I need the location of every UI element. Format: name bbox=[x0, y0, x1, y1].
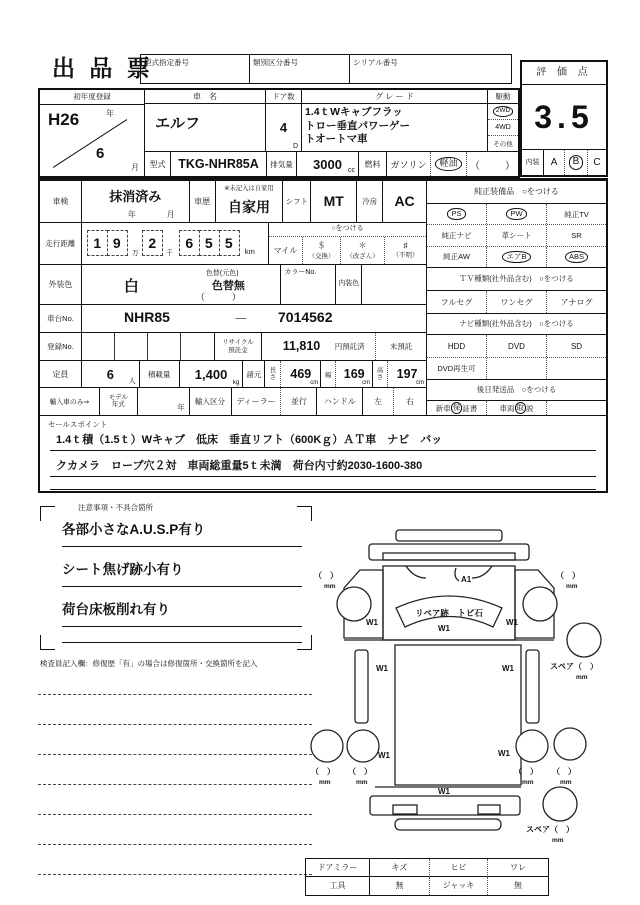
width-value: 169 bbox=[343, 367, 365, 382]
mile-sym-tampered-note: （改ざん） bbox=[346, 253, 379, 261]
navi-type-header: ナビ種類(社外品含む) ○をつける bbox=[427, 314, 606, 335]
mileage-digit-5: 5 bbox=[199, 230, 220, 256]
rear-right-outer-tire bbox=[554, 728, 586, 760]
windshield-note: リペア跡 トビ石 bbox=[415, 608, 483, 618]
model-year-label-1: モデル bbox=[108, 393, 128, 401]
mileage-digit-4: 6 bbox=[179, 230, 200, 256]
rear-left-outer-tire bbox=[311, 730, 343, 762]
interior-color-value-empty bbox=[362, 265, 426, 304]
notes-line-2: シート焦げ跡小有り bbox=[62, 558, 302, 587]
model-designation-number-box: 型式指定番号 bbox=[140, 54, 250, 84]
corner-tl bbox=[40, 506, 55, 521]
w1-mark-cab-center: W1 bbox=[438, 624, 450, 633]
recycle-label-1: リサイクル bbox=[222, 338, 254, 346]
warranty-circled: 保 bbox=[452, 403, 461, 413]
shaken-month-unit: 月 bbox=[166, 209, 175, 219]
cooler-value: AC bbox=[394, 193, 415, 210]
navi-empty-cell-2 bbox=[547, 358, 606, 379]
mileage-digit-6: 5 bbox=[219, 230, 240, 256]
class-division-number-box: 類別区分番号 bbox=[250, 54, 350, 84]
shift-label: シフト bbox=[283, 181, 311, 222]
mm-spare-1: mm bbox=[576, 674, 588, 681]
evaluation-label: 評 価 点 bbox=[522, 62, 606, 85]
capacity-unit: 人 bbox=[128, 377, 136, 385]
shaken-status: 抹消済み bbox=[109, 189, 162, 204]
page-title: 出 品 票 bbox=[52, 55, 154, 81]
length-value: 469 bbox=[290, 367, 312, 382]
shipment-empty-cell bbox=[547, 401, 606, 415]
grade-line3: トオートマ車 bbox=[305, 133, 368, 146]
equip-pw-selected bbox=[487, 204, 547, 224]
model-code: TKG-NHR85A bbox=[171, 152, 267, 176]
first-registration-year: H26 bbox=[48, 110, 80, 129]
equip-abs: ABS bbox=[565, 251, 588, 262]
legend-table bbox=[305, 858, 549, 896]
front-right-tire bbox=[523, 587, 557, 621]
warranty-pre: 新車 bbox=[435, 403, 451, 413]
vehicle-details-table bbox=[38, 181, 608, 493]
header-boxes bbox=[140, 54, 512, 84]
fuel-diesel-selected bbox=[431, 152, 467, 176]
shift-value: MT bbox=[311, 181, 357, 222]
first-registration-label: 初年度登録 bbox=[40, 90, 144, 105]
tv-fullseg: フルセグ bbox=[427, 291, 487, 313]
exterior-color-value: 白 bbox=[123, 277, 139, 295]
interior-grade-b-circle: B bbox=[569, 155, 584, 170]
chassis-prefix: NHR85 bbox=[124, 308, 170, 325]
write-in-line-4 bbox=[38, 784, 312, 785]
recycle-label-2: 預託金 bbox=[228, 346, 248, 354]
genuine-equipment-grid bbox=[427, 204, 606, 268]
legend-jack-value: 無 bbox=[514, 881, 522, 890]
w1-mark-right-side: W1 bbox=[502, 664, 514, 673]
shaken-label: 車検 bbox=[40, 181, 82, 222]
length-unit: cm bbox=[310, 379, 319, 386]
equip-leather-seat: 革シート bbox=[487, 225, 547, 245]
mm-front-right: mm bbox=[566, 583, 578, 590]
warranty-post: 証書 bbox=[462, 403, 478, 413]
chassis-serial: 7014562 bbox=[278, 308, 333, 325]
mm-rear-right-inner: mm bbox=[522, 779, 534, 786]
legend-crack: ヒビ bbox=[430, 859, 488, 877]
mile-sym-exchange-note: （交換） bbox=[308, 253, 335, 261]
displacement-unit: cc bbox=[348, 167, 355, 174]
legend-tools-label: 工具 bbox=[306, 877, 370, 895]
legend-door-mirror: ドアミラー bbox=[306, 859, 370, 877]
model-year-label-2: 年式 bbox=[111, 401, 125, 409]
equip-airbag-selected bbox=[487, 247, 547, 267]
grade-label: グ レ ー ド bbox=[302, 90, 487, 104]
width-label: 幅 bbox=[321, 361, 336, 386]
color-change-label: 色替(元色) bbox=[205, 269, 239, 277]
mileage-sen-unit: 千 bbox=[165, 249, 173, 257]
mile-sym-unknown-note: （不明） bbox=[392, 252, 419, 260]
first-registration-month: 6 bbox=[96, 145, 105, 162]
manual-post: 説 bbox=[526, 403, 534, 413]
sales-point-line2: クカメラ ロープ穴２対 車両総重量5ｔ未満 荷台内寸約2030-1600-380 bbox=[50, 457, 596, 477]
tread-paren-rear-left-outer: （ ） bbox=[311, 767, 335, 776]
write-in-line-5 bbox=[38, 814, 312, 815]
height-unit: cm bbox=[416, 379, 424, 386]
inspector-note: 検査員記入欄：修復歴「有」の場合は修復箇所・交換箇所を記入 bbox=[40, 659, 258, 668]
mileage-circle-note: ○をつける bbox=[269, 223, 426, 237]
equip-ps: PS bbox=[447, 208, 465, 219]
exterior-color-label: 外装色 bbox=[40, 265, 82, 304]
w1-mark-left-rear: W1 bbox=[378, 751, 390, 760]
import-division-label: 輸入区分 bbox=[190, 388, 232, 415]
vehicle-identity-table bbox=[38, 88, 520, 178]
tread-paren-rear-left-inner: （ ） bbox=[348, 767, 372, 776]
handle-label: ハンドル bbox=[317, 388, 363, 415]
legend-scratch: キズ bbox=[370, 859, 430, 877]
legend-break: ワレ bbox=[488, 859, 548, 877]
mile-sym-unknown: ♯ bbox=[403, 241, 408, 251]
evaluation-box bbox=[520, 60, 608, 177]
sales-point-line1: 1.4ｔ積（1.5ｔ）Wキャブ 低床 垂直リフト（600Kｇ）ＡＴ車 ナビ バッ bbox=[50, 431, 596, 451]
write-in-line-3 bbox=[38, 754, 312, 755]
deposit-unpaid-label: 未預託 bbox=[375, 333, 426, 360]
spare-label-2: スペア（ ） bbox=[526, 825, 574, 834]
load-unit: kg bbox=[232, 378, 240, 386]
drive-2wd-selected bbox=[488, 104, 518, 119]
year-unit: 年 bbox=[106, 109, 114, 118]
chassis-dash: － bbox=[234, 310, 248, 327]
equip-pw: PW bbox=[506, 208, 526, 219]
later-shipment-header: 後日発送品 ○をつける bbox=[427, 380, 606, 401]
height-label: 高さ bbox=[373, 361, 388, 386]
handle-left: 左 bbox=[363, 388, 394, 415]
mileage-digits bbox=[82, 223, 269, 264]
height-value: 197 bbox=[396, 367, 418, 382]
interior-color-label: 内装色 bbox=[336, 265, 362, 304]
tread-paren-front-left: （ ） bbox=[314, 571, 338, 580]
load-label: 積載量 bbox=[140, 361, 180, 386]
notes-box bbox=[40, 503, 312, 650]
mile-sym-tampered: ＊ bbox=[358, 241, 367, 251]
fuel-paren-close: ） bbox=[505, 160, 515, 172]
w1-mark-left-side: W1 bbox=[376, 664, 388, 673]
history-note: ※未記入は自家用 bbox=[224, 185, 274, 192]
notes-blank-line bbox=[62, 630, 302, 643]
color-change-paren: （ ） bbox=[195, 291, 241, 302]
equip-sr: SR bbox=[571, 230, 582, 240]
displacement-label: 排気量 bbox=[267, 152, 297, 176]
evaluation-score: 3.5 bbox=[534, 98, 594, 135]
import-dealer: ディーラー bbox=[232, 388, 282, 415]
doors-unit: D bbox=[292, 143, 298, 150]
manual-pre: 車両 bbox=[499, 403, 515, 413]
tread-paren-front-right: （ ） bbox=[556, 571, 580, 580]
registration-no-empty-cells bbox=[82, 333, 215, 360]
rear-right-inner-tire bbox=[516, 730, 548, 762]
drive-4wd: 4WD bbox=[488, 119, 518, 136]
manual-circled: 取 bbox=[516, 403, 524, 413]
fuel-label: 燃料 bbox=[359, 152, 387, 176]
front-left-tire bbox=[337, 587, 371, 621]
grade-line1: 1.4ｔWキャブフラッ bbox=[305, 106, 403, 118]
notes-label: 注意事項・不具合箇所 bbox=[74, 502, 157, 513]
import-only-label: 輸入車のみ⇒ bbox=[40, 388, 100, 415]
car-name-label: 車 名 bbox=[145, 90, 265, 104]
w1-mark-left-fender: W1 bbox=[366, 618, 378, 627]
mile-label: マイル bbox=[269, 237, 303, 264]
notes-line-1: 各部小さなA.U.S.P有り bbox=[62, 518, 302, 547]
mileage-digit-3: 2 bbox=[142, 230, 163, 256]
deposit-paid-label: 円預託済 bbox=[334, 342, 365, 352]
mm-spare-2: mm bbox=[552, 837, 564, 844]
tv-oneseg: ワンセグ bbox=[487, 291, 547, 313]
doors-count: 4 bbox=[279, 120, 288, 135]
shipment-warranty-book bbox=[427, 401, 487, 415]
car-name: エルフ bbox=[155, 115, 201, 132]
capacity-value: 6 bbox=[106, 366, 114, 382]
drive-other: その他 bbox=[493, 141, 513, 148]
vehicle-diagram bbox=[308, 528, 640, 860]
spec-label: 諸元 bbox=[243, 361, 265, 386]
drive-label: 駆動 bbox=[488, 90, 518, 104]
cooler-label: 冷房 bbox=[357, 181, 383, 222]
mileage-label: 走行距離 bbox=[40, 223, 82, 264]
spare-tire-2 bbox=[543, 787, 577, 821]
interior-grade-a: A bbox=[544, 150, 565, 175]
mileage-digit-1: 1 bbox=[87, 230, 108, 256]
chassis-no-label: 車台No. bbox=[40, 305, 82, 332]
fuel-gasoline: ガソリン bbox=[387, 152, 431, 176]
color-change-value: 色替無 bbox=[211, 279, 245, 292]
mm-rear-right-outer: mm bbox=[560, 779, 572, 786]
w1-mark-right-rear: W1 bbox=[498, 749, 510, 758]
equip-aw: 純正AW bbox=[427, 247, 487, 267]
drive-2wd: 2WD bbox=[493, 106, 513, 116]
sales-point-blank-line bbox=[50, 477, 596, 490]
tv-type-header: ＴＶ種類(社外品含む) ○をつける bbox=[427, 268, 606, 291]
sales-point-label: セールスポイント bbox=[48, 420, 108, 429]
shipment-manual bbox=[487, 401, 547, 415]
grade-line2: トロー垂直パワーゲー bbox=[305, 119, 410, 132]
genuine-equipment-header: 純正装備品 ○をつける bbox=[427, 181, 606, 204]
navi-sd: SD bbox=[570, 341, 583, 351]
write-in-line-1 bbox=[38, 694, 312, 695]
corner-bl bbox=[40, 635, 55, 650]
a1-mark: A1 bbox=[461, 575, 472, 584]
model-year-unit: 年 bbox=[177, 402, 185, 412]
interior-grade-c: C bbox=[593, 157, 601, 168]
write-in-line-2 bbox=[38, 724, 312, 725]
fuel-diesel: 軽油 bbox=[435, 157, 461, 170]
w1-mark-rear-center: W1 bbox=[438, 787, 450, 796]
tread-paren-rear-right-inner: （ ） bbox=[514, 767, 538, 776]
displacement-value: 3000 bbox=[313, 156, 342, 172]
mm-rear-left-inner: mm bbox=[356, 779, 368, 786]
navi-dvd-playable: DVD再生可 bbox=[427, 358, 487, 379]
mileage-man-unit: 万 bbox=[131, 249, 139, 257]
mm-front-left: mm bbox=[324, 583, 336, 590]
length-label: 長さ bbox=[265, 361, 281, 386]
equip-abs-selected bbox=[547, 247, 606, 267]
rear-left-inner-tire bbox=[347, 730, 379, 762]
mile-sym-exchange: ＄ bbox=[317, 241, 326, 251]
month-unit: 月 bbox=[131, 163, 139, 172]
recycle-deposit-value: 11,810 bbox=[282, 339, 321, 354]
navi-empty-cell-1 bbox=[487, 358, 547, 379]
interior-grade-b-selected bbox=[565, 150, 588, 175]
write-in-line-6 bbox=[38, 844, 312, 845]
w1-mark-right-fender: W1 bbox=[506, 618, 518, 627]
capacity-label: 定員 bbox=[40, 361, 82, 386]
history-label: 車歴 bbox=[190, 181, 216, 222]
handle-right: 右 bbox=[406, 396, 415, 406]
model-code-label: 型式 bbox=[145, 152, 171, 176]
navi-dvd: DVD bbox=[487, 335, 547, 357]
doors-label: ドア数 bbox=[266, 90, 301, 104]
equip-tv: 純正TV bbox=[564, 209, 589, 219]
equip-ps-selected bbox=[427, 204, 487, 224]
interior-grade-label: 内装 bbox=[522, 150, 544, 175]
mm-rear-left-outer: mm bbox=[319, 779, 331, 786]
notes-line-3: 荷台床板削れ有り bbox=[62, 598, 302, 627]
color-no-label: カラーNo. bbox=[284, 268, 317, 276]
tread-paren-rear-right-outer: （ ） bbox=[552, 767, 576, 776]
mileage-digit-2: 9 bbox=[107, 230, 128, 256]
tv-analog: アナログ bbox=[560, 297, 593, 307]
legend-jack-label: ジャッキ bbox=[430, 877, 488, 895]
write-in-line-7 bbox=[38, 874, 312, 875]
legend-tools-value: 無 bbox=[370, 877, 430, 895]
mileage-km-unit: km bbox=[244, 246, 255, 256]
equip-airbag: エアB bbox=[502, 251, 530, 262]
registration-no-label: 登録No. bbox=[40, 333, 82, 360]
sales-point-section bbox=[40, 415, 606, 491]
equip-navi: 純正ナビ bbox=[427, 225, 487, 245]
history-value: 自家用 bbox=[227, 198, 270, 215]
import-parallel: 並行 bbox=[281, 388, 317, 415]
serial-number-box: シリアル番号 bbox=[350, 54, 512, 84]
fuel-paren-open: （ bbox=[470, 160, 480, 172]
navi-hdd: HDD bbox=[427, 335, 487, 357]
shaken-year-unit: 年 bbox=[127, 209, 136, 219]
spare-label-1: スペア（ ） bbox=[550, 662, 598, 671]
width-unit: cm bbox=[362, 379, 371, 386]
first-registration-cell bbox=[40, 105, 144, 176]
load-value: 1,400 bbox=[194, 366, 228, 382]
spare-tire-1 bbox=[567, 623, 601, 657]
